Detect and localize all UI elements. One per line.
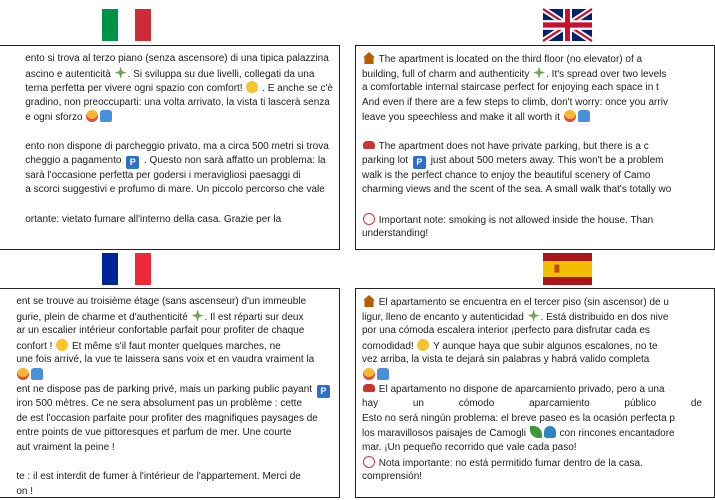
text-line [362, 339, 702, 354]
text-fragment: cómodo [458, 398, 495, 410]
heart-eyes-icon [86, 110, 98, 122]
english-description-panel [355, 45, 715, 250]
smiley-icon [417, 339, 429, 351]
car-icon [363, 141, 375, 149]
sparkles-icon [528, 310, 540, 322]
person-icon [100, 110, 112, 122]
text-fragment: terna perfetta per vivere ogni spazio con comfort! [25, 83, 243, 95]
text-line [16, 310, 333, 325]
parking-icon: P [126, 156, 139, 169]
sparkles-icon [533, 67, 545, 79]
wave-icon [544, 426, 556, 438]
text-fragment: . Si sviluppa su due livelli, collegati da una [127, 68, 315, 80]
text-line [25, 67, 333, 82]
no-smoking-icon [363, 456, 375, 468]
text-line [362, 213, 671, 228]
text-line: a comfortable internal staircase perfect for enjoying each space in t [362, 82, 659, 94]
text-fragment: . Questo non sarà affatto un problema: la [144, 155, 326, 167]
heart-eyes-icon [363, 368, 375, 380]
text-line [362, 52, 671, 67]
french-description-panel [0, 288, 340, 498]
text-line: And even if there are a few steps to climb, don't worry: once you arriv [362, 96, 668, 108]
no-smoking-icon [363, 213, 375, 225]
spanish-flag-icon [543, 253, 592, 285]
text-fragment: con rincones encantadore [559, 428, 675, 440]
text-line [362, 295, 702, 310]
text-fragment: building, full of charm and authenticity [362, 68, 530, 80]
text-fragment: confort ! [16, 340, 53, 352]
text-line [16, 485, 333, 500]
text-fragment: ascino e autenticità [25, 68, 111, 80]
text-fragment: Et même s'il faut monter quelques marches, ne [72, 340, 281, 352]
text-fragment: . It's spread over two levels [546, 68, 667, 80]
text-fragment: parking lot [362, 155, 409, 167]
text-fragment: just about 500 meters away. This won't be a problem [430, 155, 664, 167]
person-icon [377, 368, 389, 380]
text-fragment: Nota importante: no está permitido fumar dentro de la casa. [378, 457, 643, 469]
car-icon [363, 384, 375, 392]
text-line: sarà l'occasione perfetta per godersi i meravigliosi paesaggi di [25, 169, 301, 181]
text-line [16, 339, 333, 354]
french-flag-icon [102, 253, 151, 285]
parking-icon: P [413, 156, 426, 169]
text-line [16, 441, 333, 456]
text-fragment: un [412, 398, 424, 410]
sparkles-icon [115, 67, 127, 79]
text-line: Esto no será ningún problema: el breve paseo es la ocasión perfecta p [362, 412, 675, 424]
text-line [362, 426, 702, 441]
text-fragment: los maravillosos paisajes de Camogli [362, 428, 526, 440]
text-line [362, 110, 671, 125]
house-icon [363, 295, 375, 307]
smiley-icon [246, 81, 258, 93]
parking-icon: P [317, 385, 330, 398]
text-line: ar un escalier intérieur confortable parfait pour profiter de chaque [16, 325, 305, 337]
sparkles-icon [192, 310, 204, 322]
text-line: iron 500 mètres. Ce ne sera absolument pas un problème : cette [16, 398, 303, 410]
person-icon [31, 368, 43, 380]
smiley-icon [56, 339, 68, 351]
text-line: comprensión! [362, 471, 423, 483]
text-line [25, 110, 333, 125]
text-line [362, 383, 702, 398]
italian-flag-icon [102, 9, 151, 41]
text-line: vez arriba, la vista te dejará sin palabras y habrá valido completa [362, 354, 650, 366]
text-line: entre points de vue pittoresques et parfum de mer. Une courte [16, 427, 292, 439]
text-fragment: cheggio a pagamento [25, 155, 122, 167]
text-fragment: e ogni sforzo [25, 112, 83, 124]
text-line: une fois arrivé, la vue te laissera sans voix et en vaudra vraiment la [16, 354, 315, 366]
text-fragment: The apartment is located on the third floor (no elevator) of a [378, 54, 643, 65]
text-line [362, 397, 702, 412]
spanish-description-panel [355, 288, 715, 498]
text-line: por una cómoda escalera interior ¡perfecto para disfrutar cada es [362, 325, 650, 337]
text-fragment: hay [362, 398, 379, 410]
house-icon [363, 52, 375, 64]
text-line [362, 67, 671, 82]
text-fragment: . Il est réparti sur deux [204, 311, 304, 323]
text-fragment: gurie, plein de charme et d'authenticité [16, 311, 188, 323]
text-line: ortante: vietato fumare all'interno della casa. Grazie per la [25, 213, 282, 225]
text-line: gradino, non preoccuparti: una volta arrivato, la vista ti lascerà senza [25, 96, 330, 108]
text-line: ent se trouve au troisième étage (sans ascenseur) d'un immeuble [16, 296, 307, 307]
text-fragment: on ! [16, 485, 33, 497]
text-fragment: de [690, 398, 702, 410]
heart-eyes-icon [17, 368, 29, 380]
text-line: a scorci suggestivi e profumo di mare. Un piccolo percorso che vale [25, 184, 325, 196]
text-fragment: aparcamiento [529, 398, 590, 410]
text-fragment: Y aunque haya que subir algunos escalones, no te [433, 340, 658, 352]
text-line [362, 310, 702, 325]
text-line [16, 368, 333, 383]
text-line [362, 140, 671, 155]
text-fragment: público [624, 398, 657, 410]
text-line: understanding! [362, 228, 429, 240]
text-fragment: . E anche se c'è [262, 83, 333, 95]
text-line: mar. ¡Un pequeño recorrido que vale cada paso! [362, 441, 577, 453]
text-fragment: The apartment does not have private parking, but there is a c [378, 140, 649, 152]
text-line: te : il est interdit de fumer à l'intérieur de l'appartement. Merci de [16, 471, 301, 483]
text-fragment: ent ne dispose pas de parking privé, mais un parking public payant [16, 383, 313, 395]
text-line: charming views and the scent of the sea. A small walk that's totally wo [362, 184, 672, 196]
text-line: ento si trova al terzo piano (senza ascensore) di una tipica palazzina [25, 53, 329, 64]
text-line [25, 154, 333, 169]
italian-description-panel [0, 45, 340, 250]
text-line: walk is the perfect chance to enjoy the beautiful scenery of Camo [362, 169, 651, 181]
text-line [362, 456, 702, 471]
text-fragment: . Está distribuido en dos nive [540, 311, 669, 323]
text-line [362, 154, 671, 169]
text-fragment: El apartamento se encuentra en el tercer piso (sin ascensor) de u [378, 297, 669, 308]
text-line: de est l'occasion parfaite pour profiter des magnifiques paysages de [16, 412, 318, 424]
uk-flag-icon [543, 9, 592, 41]
text-line [362, 368, 702, 383]
text-fragment: comodidad! [362, 340, 414, 352]
text-line [16, 383, 333, 398]
text-line: ento non dispone di parcheggio privato, ma a circa 500 metri si trova [25, 140, 329, 152]
text-fragment: aut vraiment la peine ! [16, 441, 115, 453]
text-fragment: El apartamento no dispone de aparcamiento privado, pero a una [378, 383, 665, 395]
text-fragment: leave you speechless and make it all worth it [362, 112, 560, 124]
text-fragment: ligur, lleno de encanto y autenticidad [362, 311, 524, 323]
text-line [25, 81, 333, 96]
leaf-icon [530, 426, 542, 438]
heart-eyes-icon [564, 110, 576, 122]
text-fragment: Important note: smoking is not allowed inside the house. Than [378, 214, 654, 226]
person-icon [578, 110, 590, 122]
